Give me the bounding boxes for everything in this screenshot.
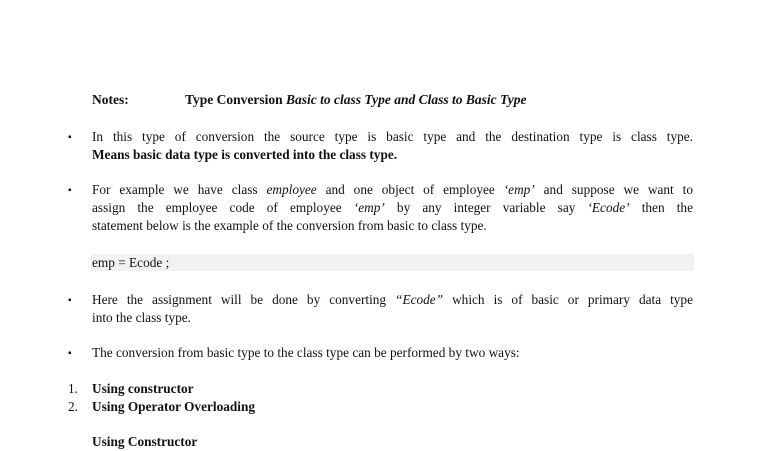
code-block — [91, 254, 694, 271]
paragraph-2-line-1: For example we have class employee and one object of employee ‘emp’ and suppose we want to — [92, 182, 693, 197]
notes-header — [92, 92, 692, 112]
list-number: 2. — [68, 399, 78, 414]
title-italic: Basic to class Type and Class to Basic Type — [286, 92, 527, 107]
paragraph-3 — [92, 291, 693, 327]
paragraph-2-line-2: assign the employee code of employee ‘emp’ by any integer variable say ‘Ecode’ then the — [92, 200, 693, 215]
paragraph-2 — [92, 181, 693, 235]
title-bold: Type Conversion — [185, 92, 283, 107]
paragraph-3-line-2: into the class type. — [92, 310, 191, 325]
paragraph-1 — [92, 128, 693, 164]
code-line: emp = Ecode ; — [92, 255, 170, 270]
bullet-icon: ▪ — [68, 132, 72, 143]
paragraph-3-line-1: Here the assignment will be done by converting “Ecode” which is of basic or primary data type — [92, 292, 693, 307]
bullet-icon: ▪ — [68, 348, 72, 359]
paragraph-1-line-1: In this type of conversion the source type is basic type and the destination type is class type. — [92, 129, 693, 144]
bullet-icon: ▪ — [68, 295, 72, 306]
paragraph-4 — [92, 344, 693, 362]
paragraph-4-line-1: The conversion from basic type to the class type can be performed by two ways: — [92, 345, 520, 360]
bullet-icon: ▪ — [68, 185, 72, 196]
paragraph-1-line-2: Means basic data type is converted into the class type. — [92, 147, 398, 162]
paragraph-2-line-3: statement below is the example of the conversion from basic to class type. — [92, 218, 487, 233]
notes-label: Notes: — [92, 92, 129, 107]
cut-off-heading: Using Constructor — [92, 434, 198, 449]
list-item — [68, 380, 194, 398]
list-label: Using constructor — [92, 381, 194, 396]
notes-title — [185, 92, 527, 108]
list-item — [68, 398, 255, 416]
list-label: Using Operator Overloading — [92, 399, 256, 414]
list-number: 1. — [68, 381, 78, 396]
